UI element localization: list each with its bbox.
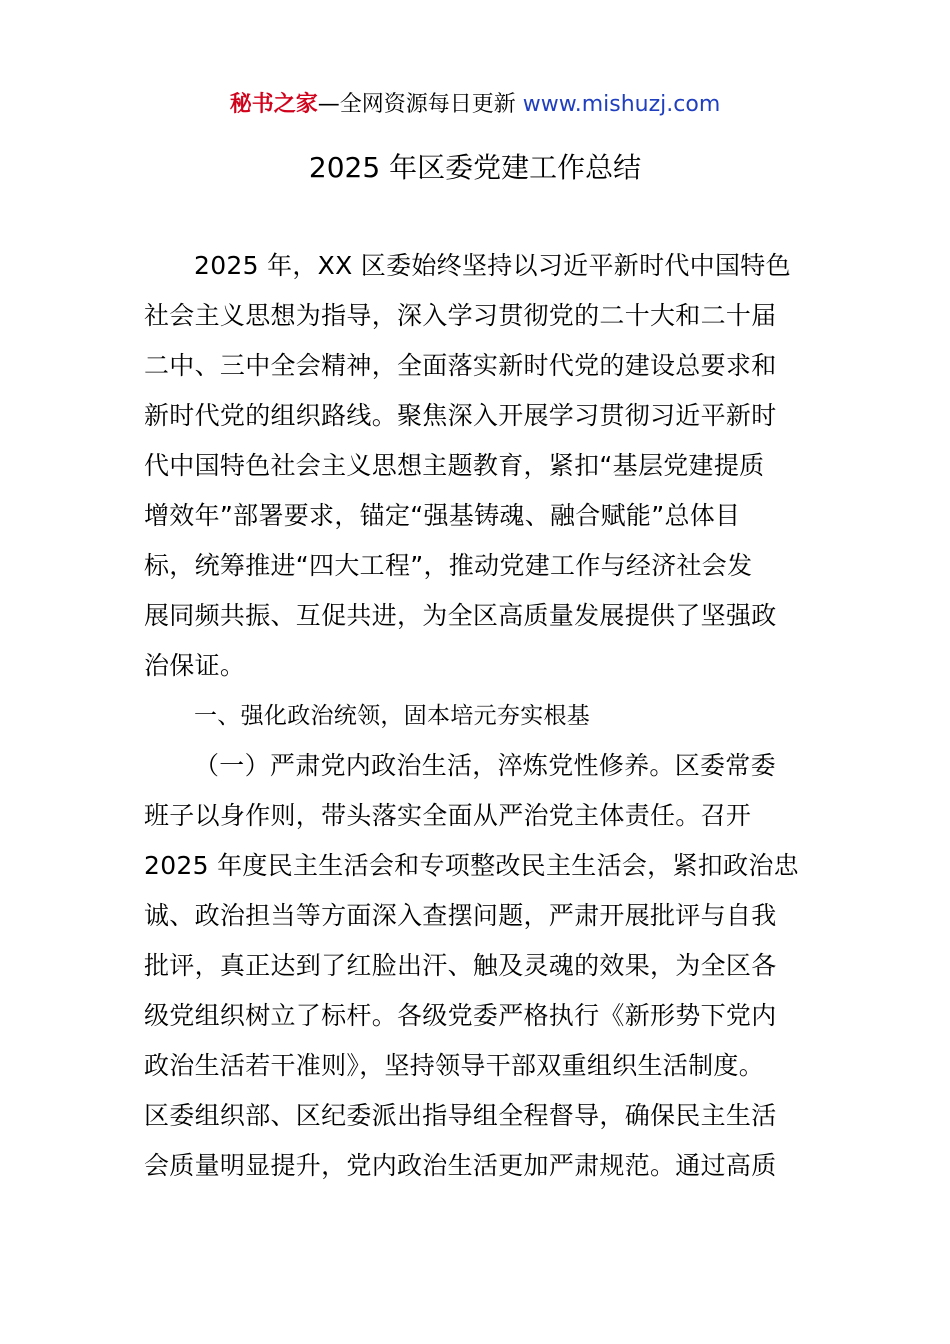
header-tagline: —全网资源每日更新 xyxy=(317,92,516,117)
paragraph-line: 2025 年，XX 区委始终坚持以习近平新时代中国特色 xyxy=(194,251,791,280)
paragraph-line: 级党组织树立了标杆。各级党委严格执行《新形势下党内 xyxy=(144,1001,777,1030)
paragraph-line: 政治生活若干准则》，坚持领导干部双重组织生活制度。 xyxy=(144,1051,765,1080)
paragraph-line: 批评，真正达到了红脸出汗、触及灵魂的效果，为全区各 xyxy=(144,951,777,980)
paragraph-line: 班子以身作则，带头落实全面从严治党主体责任。召开 xyxy=(144,801,752,830)
subsection-line: （一）严肃党内政治生活，淬炼党性修养。区委常委 xyxy=(194,751,776,780)
section-heading: 一、强化政治统领，固本培元夯实根基 xyxy=(194,703,591,729)
paragraph-line: 2025 年度民主生活会和专项整改民主生活会，紧扣政治忠 xyxy=(144,851,799,880)
paragraph-line: 社会主义思想为指导，深入学习贯彻党的二十大和二十届 xyxy=(144,301,777,330)
paragraph-line: 区委组织部、区纪委派出指导组全程督导，确保民主生活 xyxy=(144,1101,777,1130)
paragraph-line: 新时代党的组织路线。聚焦深入开展学习贯彻习近平新时 xyxy=(144,401,777,430)
document-title: 2025 年区委党建工作总结 xyxy=(308,151,642,184)
document-body xyxy=(144,241,814,1191)
paragraph-line: 标，统筹推进“四大工程”，推动党建工作与经济社会发 xyxy=(144,551,753,580)
brand-name: 秘书之家 xyxy=(229,92,318,117)
paragraph-line: 治保证。 xyxy=(144,651,246,680)
site-link[interactable]: www.mishuzj.com xyxy=(522,92,721,117)
paragraph-line: 诚、政治担当等方面深入查摆问题，严肃开展批评与自我 xyxy=(144,901,777,930)
paragraph-line: 增效年”部署要求，锚定“强基铸魂、融合赋能”总体目 xyxy=(144,501,741,530)
paragraph-line: 代中国特色社会主义思想主题教育，紧扣“基层党建提质 xyxy=(144,451,765,480)
paragraph-line: 会质量明显提升，党内政治生活更加严肃规范。通过高质 xyxy=(144,1151,777,1180)
site-header xyxy=(0,88,950,122)
paragraph-line: 展同频共振、互促共进，为全区高质量发展提供了坚强政 xyxy=(144,601,777,630)
paragraph-line: 二中、三中全会精神，全面落实新时代党的建设总要求和 xyxy=(144,351,777,380)
